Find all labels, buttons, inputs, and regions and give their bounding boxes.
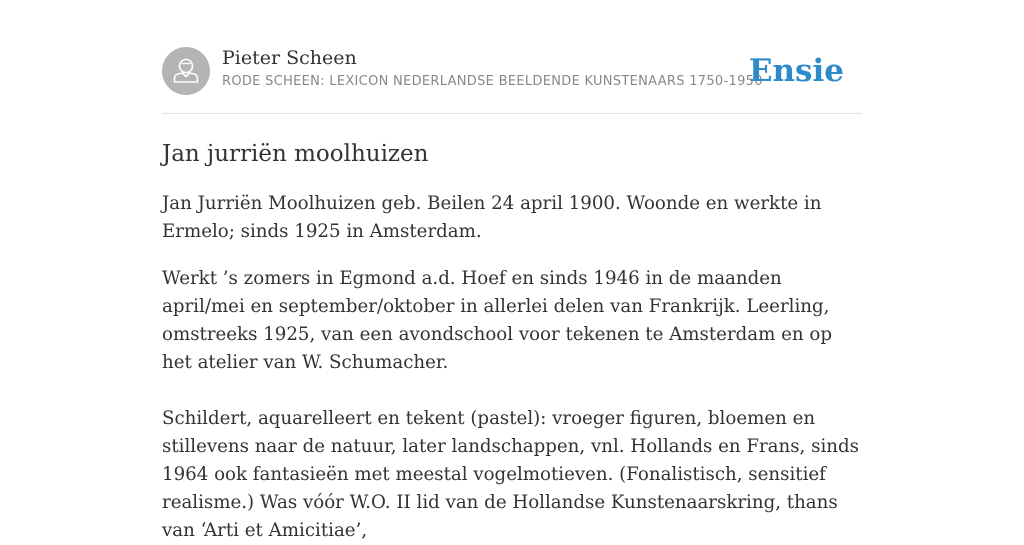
author-name[interactable]: Pieter Scheen — [222, 47, 357, 69]
article-paragraph: Jan Jurriën Moolhuizen geb. Beilen 24 april 1900. Woonde en werkte in Ermelo; sinds 1925 in Amsterdam. — [162, 193, 822, 242]
source-lexicon[interactable]: RODE SCHEEN: LEXICON NEDERLANDSE BEELDENDE KUNSTENAARS 1750-1950 — [222, 74, 763, 89]
author-avatar[interactable] — [162, 47, 210, 95]
ensie-logo[interactable]: Ensie — [748, 53, 844, 89]
user-avatar-icon — [162, 47, 210, 95]
article-paragraph: Werkt ’s zomers in Egmond a.d. Hoef en sinds 1946 in de maanden april/mei en september/oktober in allerlei delen van Frankrijk. Leerling, omstreeks 1925, van een avondschool voor tekenen te Amsterdam en op het atelier van W. Schumacher. Schildert, aquarelleert en tekent (pastel): vroeger figuren, bloemen en stillevens naar de natuur, later landschappen, vnl. Hollands en Frans, sinds 1964 ook fantasieën met meestal vogelmotieven. (Fonalistisch, sensitief realisme.) Was vóór W.O. II lid van de Hollandse Kunstenaarskring, thans van ‘Arti et Amicitiae’, — [162, 268, 859, 541]
article-header — [162, 46, 862, 114]
article-container — [162, 46, 862, 545]
article-title: Jan jurriën moolhuizen — [162, 141, 429, 167]
